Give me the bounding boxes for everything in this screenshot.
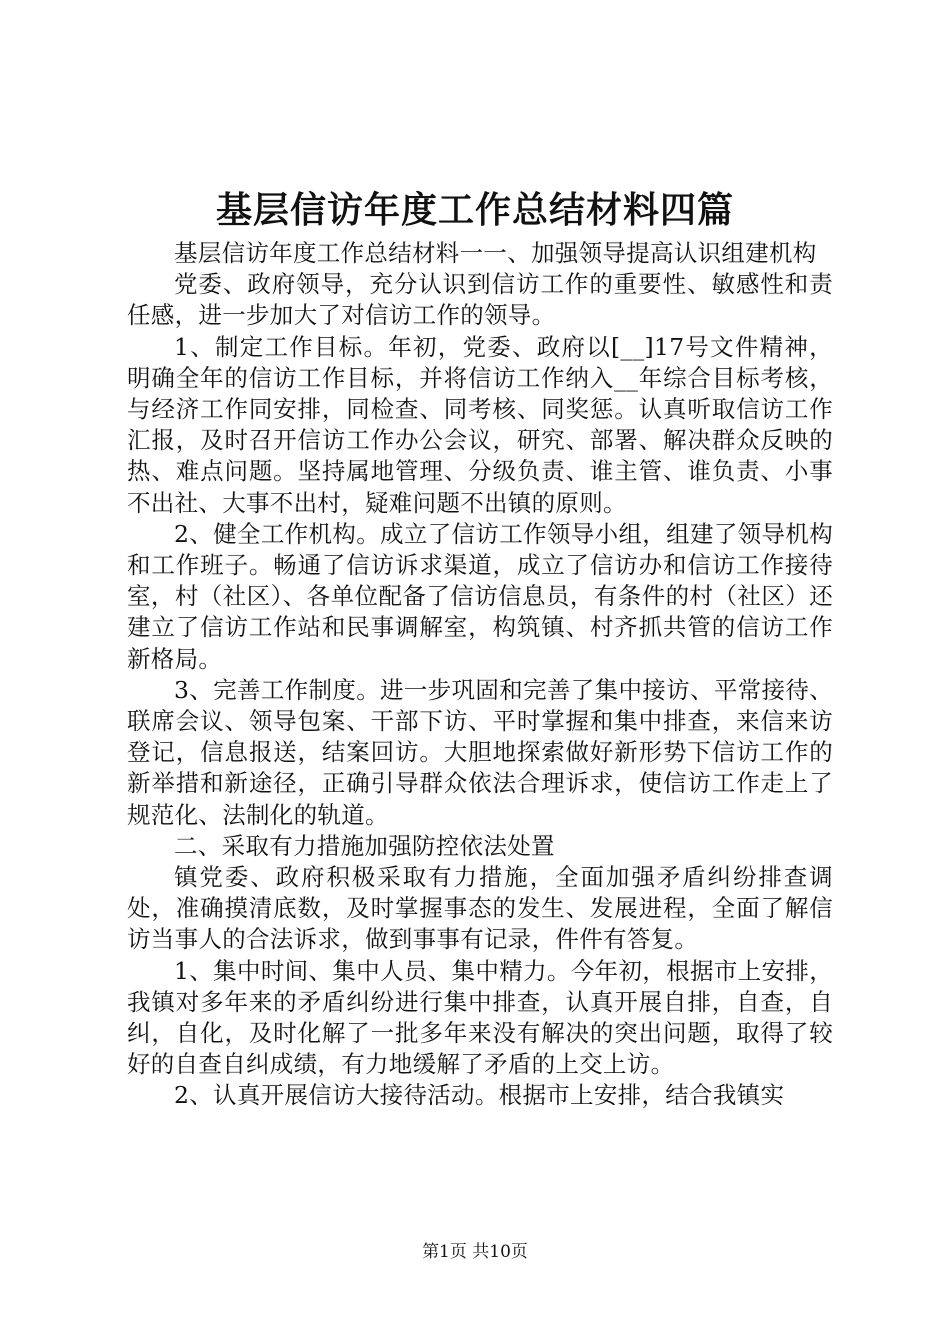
section-heading: 二、采取有力措施加强防控依法处置 [174, 831, 555, 860]
paragraph: 3、完善工作制度。进一步巩固和完善了集中接访、平常接待、联席会议、领导包案、干部下访、平时掌握和集中排查，来信来访登记，信息报送，结案回访。大胆地探索做好新形势下信访工作的新举措和新途径，正确引导群众依法合理诉求，使信访工作走上了规范化、法制化的轨道。 [127, 675, 833, 829]
page-footer: 第1页 共10页 [422, 1242, 528, 1262]
paragraph: 1、制定工作目标。年初，党委、政府以[__]17号文件精神，明确全年的信访工作目标，并将信访工作纳入__年综合目标考核，与经济工作同安排，同检查、同考核、同奖惩。认真听取信访工作汇报，及时召开信访工作办公会议，研究、部署、解决群众反映的热、难点问题。坚持属地管理、分级负责、谁主管、谁负责、小事不出社、大事不出村，疑难问题不出镇的原则。 [127, 332, 833, 517]
paragraph: 2、认真开展信访大接待活动。根据市上安排，结合我镇实 [174, 1081, 785, 1110]
paragraph: 1、集中时间、集中人员、集中精力。今年初，根据市上安排，我镇对多年来的矛盾纠纷进行集中排查，认真开展自排，自查，自纠，自化，及时化解了一批多年来没有解决的突出问题，取得了较好的自查自纠成绩，有力地缓解了矛盾的上交上访。 [127, 956, 833, 1079]
paragraph: 党委、政府领导，充分认识到信访工作的重要性、敏感性和责任感，进一步加大了对信访工作的领导。 [127, 270, 833, 330]
paragraph-intro: 基层信访年度工作总结材料一一、加强领导提高认识组建机构 [174, 239, 817, 267]
document-title: 基层信访年度工作总结材料四篇 [215, 189, 734, 231]
document-body [127, 238, 833, 1112]
paragraph: 镇党委、政府积极采取有力措施，全面加强矛盾纠纷排查调处，准确摸清底数，及时掌握事态的发生、发展进程，全面了解信访当事人的合法诉求，做到事事有记录，件件有答复。 [127, 863, 833, 954]
paragraph: 2、健全工作机构。成立了信访工作领导小组，组建了领导机构和工作班子。畅通了信访诉求渠道，成立了信访办和信访工作接待室，村（社区）、各单位配备了信访信息员，有条件的村（社区）还建立了信访工作站和民事调解室，构筑镇、村齐抓共管的信访工作新格局。 [127, 519, 833, 673]
